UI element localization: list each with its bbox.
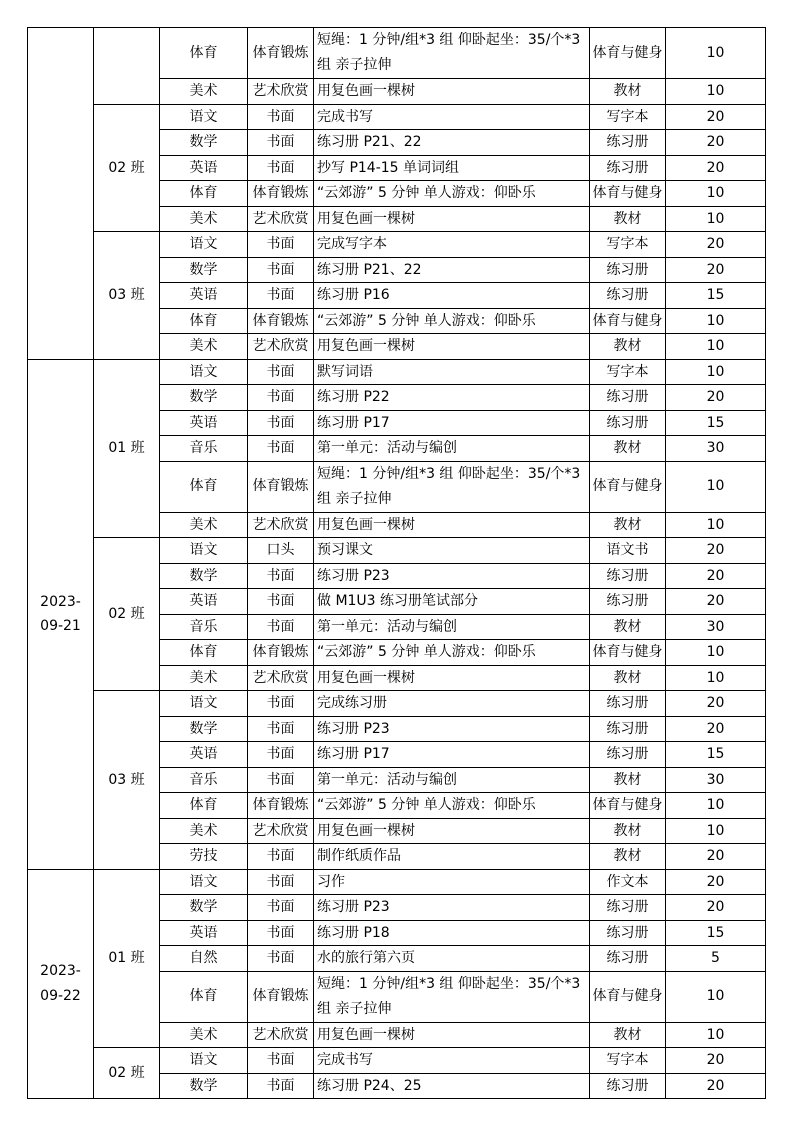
minutes-cell: 20	[666, 232, 766, 258]
material-cell: 教材	[590, 844, 666, 870]
minutes-cell: 10	[666, 334, 766, 360]
type-cell: 书面	[248, 767, 314, 793]
type-cell: 艺术欣赏	[248, 1022, 314, 1048]
material-cell: 写字本	[590, 359, 666, 385]
subject-cell: 数学	[160, 1073, 248, 1099]
type-cell: 书面	[248, 691, 314, 717]
type-cell: 书面	[248, 563, 314, 589]
type-cell: 艺术欣赏	[248, 818, 314, 844]
type-cell: 书面	[248, 283, 314, 309]
subject-cell: 数学	[160, 130, 248, 156]
material-cell: 写字本	[590, 1048, 666, 1074]
material-cell: 教材	[590, 665, 666, 691]
homework-table	[27, 27, 766, 1099]
minutes-cell: 20	[666, 538, 766, 564]
type-cell: 书面	[248, 359, 314, 385]
table-row	[28, 538, 766, 564]
material-cell: 练习册	[590, 155, 666, 181]
minutes-cell: 20	[666, 895, 766, 921]
material-cell: 练习册	[590, 257, 666, 283]
subject-cell: 音乐	[160, 614, 248, 640]
subject-cell: 数学	[160, 563, 248, 589]
subject-cell: 英语	[160, 589, 248, 615]
subject-cell: 英语	[160, 283, 248, 309]
material-cell: 体育与健身	[590, 793, 666, 819]
minutes-cell: 20	[666, 155, 766, 181]
subject-cell: 美术	[160, 818, 248, 844]
content-cell: 短绳：1 分钟/组*3 组 仰卧起坐：35/个*3 组 亲子拉伸	[314, 971, 590, 1022]
material-cell: 练习册	[590, 920, 666, 946]
subject-cell: 体育	[160, 793, 248, 819]
subject-cell: 音乐	[160, 767, 248, 793]
subject-cell: 语文	[160, 538, 248, 564]
content-cell: 默写词语	[314, 359, 590, 385]
material-cell: 练习册	[590, 283, 666, 309]
type-cell: 书面	[248, 232, 314, 258]
type-cell: 体育锻炼	[248, 971, 314, 1022]
material-cell: 教材	[590, 818, 666, 844]
material-cell: 教材	[590, 436, 666, 462]
type-cell: 书面	[248, 946, 314, 972]
material-cell: 练习册	[590, 130, 666, 156]
minutes-cell: 20	[666, 563, 766, 589]
content-cell: 练习册 P21、22	[314, 257, 590, 283]
subject-cell: 语文	[160, 359, 248, 385]
subject-cell: 数学	[160, 716, 248, 742]
date-cell: 2023-09-22	[28, 869, 94, 1099]
date-cell	[28, 28, 94, 360]
minutes-cell: 10	[666, 461, 766, 512]
type-cell: 体育锻炼	[248, 308, 314, 334]
class-cell: 02 班	[94, 1048, 160, 1099]
subject-cell: 音乐	[160, 436, 248, 462]
minutes-cell: 10	[666, 206, 766, 232]
type-cell: 书面	[248, 895, 314, 921]
material-cell: 练习册	[590, 1073, 666, 1099]
material-cell: 作文本	[590, 869, 666, 895]
content-cell: 水的旅行第六页	[314, 946, 590, 972]
content-cell: 用复色画一棵树	[314, 665, 590, 691]
minutes-cell: 10	[666, 1022, 766, 1048]
minutes-cell: 15	[666, 410, 766, 436]
content-cell: 第一单元：活动与编创	[314, 767, 590, 793]
type-cell: 体育锻炼	[248, 793, 314, 819]
type-cell: 书面	[248, 1048, 314, 1074]
content-cell: 练习册 P23	[314, 716, 590, 742]
type-cell: 书面	[248, 716, 314, 742]
content-cell: 练习册 P18	[314, 920, 590, 946]
content-cell: 完成写字本	[314, 232, 590, 258]
material-cell: 体育与健身	[590, 181, 666, 207]
type-cell: 体育锻炼	[248, 640, 314, 666]
subject-cell: 语文	[160, 104, 248, 130]
material-cell: 语文书	[590, 538, 666, 564]
minutes-cell: 15	[666, 283, 766, 309]
minutes-cell: 20	[666, 691, 766, 717]
subject-cell: 美术	[160, 206, 248, 232]
class-cell: 02 班	[94, 104, 160, 232]
type-cell: 艺术欣赏	[248, 206, 314, 232]
content-cell: “云郊游” 5 分钟 单人游戏：仰卧乐	[314, 640, 590, 666]
type-cell: 书面	[248, 436, 314, 462]
class-cell: 03 班	[94, 232, 160, 360]
content-cell: 用复色画一棵树	[314, 79, 590, 105]
subject-cell: 美术	[160, 512, 248, 538]
material-cell: 练习册	[590, 895, 666, 921]
minutes-cell: 5	[666, 946, 766, 972]
material-cell: 练习册	[590, 589, 666, 615]
content-cell: “云郊游” 5 分钟 单人游戏：仰卧乐	[314, 793, 590, 819]
class-cell: 02 班	[94, 538, 160, 691]
minutes-cell: 20	[666, 716, 766, 742]
subject-cell: 语文	[160, 1048, 248, 1074]
subject-cell: 英语	[160, 410, 248, 436]
subject-cell: 美术	[160, 665, 248, 691]
content-cell: 完成书写	[314, 104, 590, 130]
minutes-cell: 10	[666, 971, 766, 1022]
minutes-cell: 10	[666, 665, 766, 691]
type-cell: 艺术欣赏	[248, 334, 314, 360]
material-cell: 教材	[590, 614, 666, 640]
type-cell: 体育锻炼	[248, 461, 314, 512]
content-cell: 练习册 P22	[314, 385, 590, 411]
content-cell: 预习课文	[314, 538, 590, 564]
material-cell: 体育与健身	[590, 308, 666, 334]
content-cell: 习作	[314, 869, 590, 895]
content-cell: 第一单元：活动与编创	[314, 614, 590, 640]
table-row	[28, 691, 766, 717]
type-cell: 书面	[248, 742, 314, 768]
minutes-cell: 10	[666, 79, 766, 105]
type-cell: 艺术欣赏	[248, 79, 314, 105]
content-cell: 短绳：1 分钟/组*3 组 仰卧起坐：35/个*3 组 亲子拉伸	[314, 28, 590, 79]
minutes-cell: 10	[666, 308, 766, 334]
subject-cell: 数学	[160, 257, 248, 283]
type-cell: 书面	[248, 1073, 314, 1099]
content-cell: 练习册 P21、22	[314, 130, 590, 156]
minutes-cell: 30	[666, 436, 766, 462]
table-row	[28, 28, 766, 79]
content-cell: 用复色画一棵树	[314, 512, 590, 538]
subject-cell: 英语	[160, 920, 248, 946]
minutes-cell: 20	[666, 589, 766, 615]
subject-cell: 数学	[160, 895, 248, 921]
material-cell: 教材	[590, 1022, 666, 1048]
content-cell: 完成书写	[314, 1048, 590, 1074]
minutes-cell: 30	[666, 767, 766, 793]
type-cell: 艺术欣赏	[248, 665, 314, 691]
material-cell: 练习册	[590, 410, 666, 436]
content-cell: 短绳：1 分钟/组*3 组 仰卧起坐：35/个*3 组 亲子拉伸	[314, 461, 590, 512]
subject-cell: 体育	[160, 181, 248, 207]
material-cell: 教材	[590, 206, 666, 232]
minutes-cell: 20	[666, 1048, 766, 1074]
minutes-cell: 20	[666, 869, 766, 895]
content-cell: 练习册 P23	[314, 563, 590, 589]
content-cell: 练习册 P16	[314, 283, 590, 309]
content-cell: 抄写 P14-15 单词词组	[314, 155, 590, 181]
material-cell: 练习册	[590, 563, 666, 589]
minutes-cell: 20	[666, 257, 766, 283]
minutes-cell: 10	[666, 640, 766, 666]
class-cell	[94, 28, 160, 105]
table-row	[28, 1048, 766, 1074]
minutes-cell: 15	[666, 920, 766, 946]
material-cell: 教材	[590, 334, 666, 360]
material-cell: 练习册	[590, 691, 666, 717]
material-cell: 体育与健身	[590, 461, 666, 512]
type-cell: 书面	[248, 155, 314, 181]
subject-cell: 英语	[160, 742, 248, 768]
subject-cell: 体育	[160, 28, 248, 79]
table-row	[28, 359, 766, 385]
content-cell: 用复色画一棵树	[314, 818, 590, 844]
minutes-cell: 20	[666, 104, 766, 130]
content-cell: 练习册 P17	[314, 742, 590, 768]
content-cell: 用复色画一棵树	[314, 334, 590, 360]
material-cell: 练习册	[590, 716, 666, 742]
material-cell: 教材	[590, 767, 666, 793]
subject-cell: 语文	[160, 869, 248, 895]
material-cell: 练习册	[590, 742, 666, 768]
content-cell: 第一单元：活动与编创	[314, 436, 590, 462]
type-cell: 书面	[248, 844, 314, 870]
minutes-cell: 20	[666, 130, 766, 156]
class-cell: 03 班	[94, 691, 160, 870]
material-cell: 体育与健身	[590, 971, 666, 1022]
type-cell: 书面	[248, 869, 314, 895]
subject-cell: 体育	[160, 971, 248, 1022]
content-cell: “云郊游” 5 分钟 单人游戏：仰卧乐	[314, 181, 590, 207]
type-cell: 书面	[248, 410, 314, 436]
material-cell: 练习册	[590, 946, 666, 972]
minutes-cell: 10	[666, 28, 766, 79]
type-cell: 书面	[248, 257, 314, 283]
material-cell: 教材	[590, 79, 666, 105]
content-cell: “云郊游” 5 分钟 单人游戏：仰卧乐	[314, 308, 590, 334]
material-cell: 写字本	[590, 232, 666, 258]
subject-cell: 英语	[160, 155, 248, 181]
minutes-cell: 10	[666, 359, 766, 385]
material-cell: 练习册	[590, 385, 666, 411]
class-cell: 01 班	[94, 869, 160, 1048]
minutes-cell: 10	[666, 818, 766, 844]
table-row	[28, 104, 766, 130]
type-cell: 书面	[248, 589, 314, 615]
subject-cell: 劳技	[160, 844, 248, 870]
type-cell: 体育锻炼	[248, 181, 314, 207]
minutes-cell: 20	[666, 1073, 766, 1099]
material-cell: 写字本	[590, 104, 666, 130]
type-cell: 书面	[248, 920, 314, 946]
minutes-cell: 10	[666, 512, 766, 538]
type-cell: 艺术欣赏	[248, 512, 314, 538]
type-cell: 口头	[248, 538, 314, 564]
minutes-cell: 10	[666, 793, 766, 819]
subject-cell: 自然	[160, 946, 248, 972]
date-cell: 2023-09-21	[28, 359, 94, 869]
subject-cell: 语文	[160, 691, 248, 717]
content-cell: 练习册 P17	[314, 410, 590, 436]
minutes-cell: 20	[666, 385, 766, 411]
subject-cell: 体育	[160, 308, 248, 334]
subject-cell: 美术	[160, 79, 248, 105]
material-cell: 教材	[590, 512, 666, 538]
subject-cell: 体育	[160, 461, 248, 512]
subject-cell: 体育	[160, 640, 248, 666]
minutes-cell: 10	[666, 181, 766, 207]
type-cell: 书面	[248, 104, 314, 130]
type-cell: 书面	[248, 614, 314, 640]
subject-cell: 美术	[160, 1022, 248, 1048]
class-cell: 01 班	[94, 359, 160, 538]
minutes-cell: 30	[666, 614, 766, 640]
type-cell: 书面	[248, 130, 314, 156]
content-cell: 用复色画一棵树	[314, 206, 590, 232]
subject-cell: 语文	[160, 232, 248, 258]
material-cell: 体育与健身	[590, 640, 666, 666]
table-row	[28, 232, 766, 258]
material-cell: 体育与健身	[590, 28, 666, 79]
type-cell: 书面	[248, 385, 314, 411]
type-cell: 体育锻炼	[248, 28, 314, 79]
content-cell: 完成练习册	[314, 691, 590, 717]
content-cell: 练习册 P23	[314, 895, 590, 921]
subject-cell: 数学	[160, 385, 248, 411]
subject-cell: 美术	[160, 334, 248, 360]
content-cell: 制作纸质作品	[314, 844, 590, 870]
minutes-cell: 15	[666, 742, 766, 768]
table-row	[28, 869, 766, 895]
content-cell: 用复色画一棵树	[314, 1022, 590, 1048]
content-cell: 练习册 P24、25	[314, 1073, 590, 1099]
minutes-cell: 20	[666, 844, 766, 870]
content-cell: 做 M1U3 练习册笔试部分	[314, 589, 590, 615]
